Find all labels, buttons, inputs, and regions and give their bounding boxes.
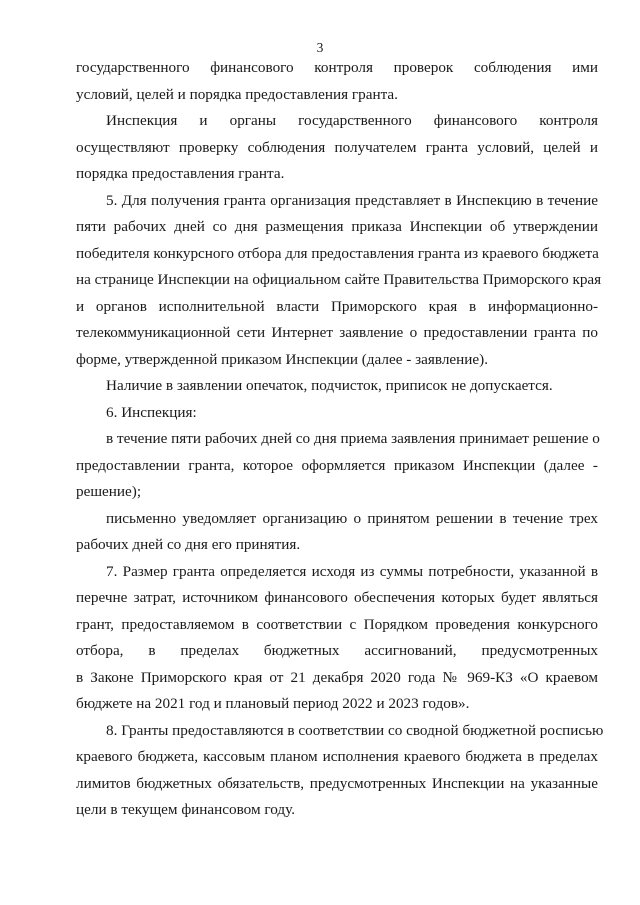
text-line: рабочих дней со дня его принятия. [76, 536, 301, 553]
text-line: форме, утвержденной приказом Инспекции (далее - заявление). [76, 350, 488, 368]
text-line: грант, предоставляемом в соответствии с Порядком проведения конкурсного [76, 615, 598, 633]
text-line: предоставлении гранта, которое оформляется приказом Инспекции (далее - [76, 456, 598, 474]
text-line: перечне затрат, источником финансового обеспечения которых будет являться [76, 589, 598, 606]
text-line: письменно уведомляет организацию о принятом решении в течение трех [106, 509, 598, 527]
text-line: пяти рабочих дней со дня размещения приказа Инспекции об утверждении [76, 218, 598, 235]
text-line: государственного финансового контроля проверок соблюдения ими [76, 59, 598, 76]
text-line: в течение пяти рабочих дней со дня приема заявления принимает решение о [106, 430, 600, 447]
text-line: краевого бюджета, кассовым планом исполнения краевого бюджета в пределах [76, 748, 598, 765]
text-line: отбора, в пределах бюджетных ассигнований, предусмотренных [76, 642, 598, 659]
text-line: бюджете на 2021 год и плановый период 2022 и 2023 годов». [76, 695, 470, 712]
text-line: в Законе Приморского края от 21 декабря 2020 года № 969-КЗ «О краевом [76, 668, 598, 686]
text-line: победителя конкурсного отбора для предоставления гранта из краевого бюджета [76, 244, 599, 262]
text-line: телекоммуникационной сети Интернет заявление о предоставлении гранта по [76, 324, 598, 341]
text-line: цели в текущем финансовом году. [76, 801, 296, 818]
document-body [76, 55, 604, 824]
text-line: 7. Размер гранта определяется исходя из суммы потребности, указанной в [106, 562, 598, 580]
text-line: Наличие в заявлении опечаток, подчисток, приписок не допускается. [106, 377, 553, 394]
text-line: и органов исполнительной власти Приморского края в информационно- [76, 297, 598, 315]
text-line: лимитов бюджетных обязательств, предусмотренных Инспекции на указанные [76, 774, 598, 792]
text-line: решение); [76, 483, 142, 500]
text-line: осуществляют проверку соблюдения получателем гранта условий, целей и [76, 138, 598, 156]
text-line: порядка предоставления гранта. [76, 165, 285, 182]
text-line: 5. Для получения гранта организация представляет в Инспекцию в течение [106, 191, 598, 209]
text-line: условий, целей и порядка предоставления гранта. [76, 85, 398, 103]
page-number: 3 [316, 40, 324, 55]
text-line: на странице Инспекции на официальном сайте Правительства Приморского края [76, 271, 602, 288]
text-line: Инспекция и органы государственного финансового контроля [106, 112, 598, 129]
text-line: 8. Гранты предоставляются в соответствии со сводной бюджетной росписью [106, 721, 604, 739]
text-line: 6. Инспекция: [106, 403, 197, 421]
